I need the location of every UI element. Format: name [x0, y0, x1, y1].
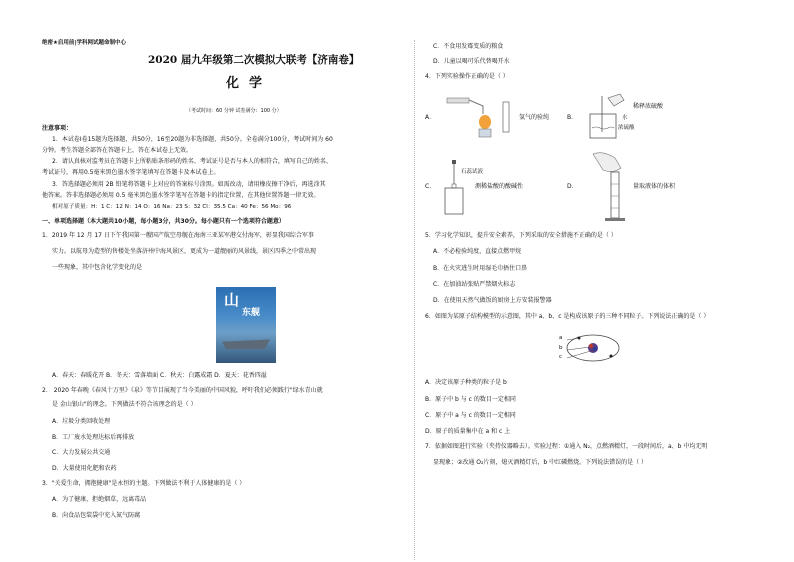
q4-option-b-label: B． [567, 114, 578, 121]
q2-option-b: B．工厂废水处理达标后再排放 [52, 434, 135, 441]
ship-icon [222, 337, 270, 349]
q4-option-c-litmus-label: 石蕊试液 [461, 169, 484, 175]
notes-heading: 注意事项： [42, 125, 73, 132]
q2-option-d: D．大量使用化肥和农药 [52, 465, 117, 472]
q7-line-2: 显现象；②改通 O₂片刻，熄灭酒精灯后，b 中红磷燃烧。下列说法错误的是（ ） [433, 459, 648, 466]
q1-options: A．春天：春暖花开 B．冬天：雪落墙面 C．秋天：白露成霜 D．夏天：花香四溢 [52, 372, 267, 379]
note-3-line-1: 3．答选择题必须用 2B 铅笔将答题卡上对应的答案标号涂黑。如需改动，请用橡皮擦干净后，再选涂其 [52, 181, 326, 188]
q5-stem: 5．学习化学知识，提升安全素养，下列采取的安全措施不正确的是（ ） [425, 232, 617, 239]
q3-option-b: B．向食品包装袋中充入氮气防腐 [52, 512, 141, 519]
hydrogen-purity-test-figure [443, 92, 513, 142]
aircraft-carrier-poster [216, 287, 276, 363]
q4-stem: 4．下列实验操作正确的是（ ） [425, 73, 509, 80]
note-1-line-1: 1．本试卷Ⅰ卷15题为选择题，共50分，16至20题为非选择题，共50分。全卷满分100分，考试时间为 60 [52, 136, 333, 143]
q5-option-a: A．不必检验纯度，直接点燃甲烷 [433, 248, 522, 255]
q3-option-a: A．为了健康，拒绝烟草，远离毒品 [52, 496, 147, 503]
q3-option-d: D．儿童以喝可乐代替喝开水 [433, 58, 510, 65]
q4-option-a-text: 氢气的验纯 [519, 114, 550, 121]
note-3-line-2: 他答案。答非选择题必须用 0.5 毫米黑色墨水签字笔写在答题卡的指定位置，在其他位置答题一律无效。 [42, 192, 320, 199]
q1-line-1: 1．2019 年 12 月 17 日下午我国第一艘国产航空母舰在海南三亚某军港交付海军，彰显我国综合军事 [42, 232, 314, 239]
watermark-header: 绝密★启用前|学科网试题命制中心 [42, 40, 126, 46]
q2-option-a: A．垃圾分类回收处理 [52, 418, 111, 425]
measure-liquid-figure [583, 150, 631, 226]
exam-info: （考试时间：60 分钟 试卷满分：100 分） [186, 108, 282, 114]
q6-option-c: C．原子中 a 与 c 的数目一定相同 [425, 412, 516, 419]
q3-line-1: 3．"关爱生命，拥抱健康"是永恒的主题。下列做法不利于人体健康的是（ ） [42, 480, 246, 487]
q4-option-c-label: C． [425, 183, 436, 190]
q6-option-d: D．原子的质量集中在 a 和 c 上 [425, 428, 511, 435]
q7-line-1: 7．依据如图进行实验（夹持仪器略去）。实验过程：①通入 N₂，点燃酒精灯，一段时间后，a、b 中均无明 [425, 443, 708, 450]
atom-model-diagram [553, 328, 623, 368]
right-column [425, 0, 785, 562]
q5-option-d: D．在使用天然气做饭的厨房上方安装报警器 [433, 297, 552, 304]
q3-option-c: C．不食用发霉变质的粮食 [433, 43, 504, 50]
q5-option-b: B．在火灾逃生时用湿毛巾捂住口鼻 [433, 265, 528, 272]
q5-option-c: C．在加油站张贴严禁烟火标志 [433, 281, 516, 288]
note-1-line-2: 分钟。考生答题全部答在答题卡上，答在本试卷上无效。 [42, 147, 193, 154]
column-divider [414, 40, 415, 560]
atom-label-a: a [559, 335, 563, 341]
q4-option-d-label: D． [567, 183, 578, 190]
atom-label-c: c [559, 354, 563, 360]
note-2-line-2: 考试证号，再用0.5毫米黑色墨水签字笔填写在答题卡及本试卷上。 [42, 169, 220, 176]
q2-option-c: C．大力发展公共交通 [52, 449, 111, 456]
q2-line-1: 2． 2020 年春晚《春风十万里》《泉》等节目展现了当今美丽的中国风貌，呼吁我们必须践行"绿水青山就 [42, 387, 323, 394]
poster-char-2: 东舰 [242, 308, 261, 318]
q1-line-2: 实力。以航母为造型的售楼处坐落济州中海风景区，更成为一道靓丽的风景线，景区四季之中常出现 [52, 248, 317, 255]
q4-option-b-water-label: 水 [622, 115, 628, 121]
q4-option-b-acid-label: 浓硫酸 [618, 125, 635, 131]
subject-title: 化学 [226, 76, 273, 91]
atom-label-b: b [559, 345, 563, 351]
q4-option-b-text: 稀释浓硫酸 [633, 103, 664, 110]
atomic-mass-table: 相对原子质量：H：1 C：12 N：14 O：16 Na：23 S：32 Cl：35.5 Ca：40 Fe：56 Mo：96 [52, 204, 292, 210]
q4-option-c-text: 测稀盐酸的酸碱性 [475, 183, 524, 190]
q4-option-a-label: A． [425, 114, 436, 121]
left-column [42, 0, 404, 562]
q2-line-2: 是 金山银山"的理念。下列做法不符合该理念的是（ ） [52, 401, 197, 408]
q6-option-a: A．决定该原子种类的粒子是 b [425, 379, 507, 386]
q6-stem: 6．如图为某原子结构模型的示意图，其中 a、b、c 是构成该原子的三种不同粒子。下列说法正确的是（ ） [425, 313, 710, 320]
q4-option-d-text: 量取液体的体积 [633, 183, 676, 190]
poster-char-1: 山 [224, 291, 240, 309]
q6-option-b: B．原子中 b 与 c 的数目一定相同 [425, 396, 516, 403]
section-1-heading: 一、单项选择题（本大题共10小题，每小题3分，共30分。每小题只有一个选项符合题意） [42, 218, 285, 225]
note-2-line-1: 2．请认真核对监考员在答题卡上所粘贴条形码的姓名、考试证号是否与本人的相符合，填写自己的姓名、 [52, 158, 332, 165]
exam-title: 2020 届九年级第二次模拟大联考【济南卷】 [148, 54, 360, 66]
q1-line-3: 一些现象，其中包含化学变化的是 [52, 264, 143, 271]
